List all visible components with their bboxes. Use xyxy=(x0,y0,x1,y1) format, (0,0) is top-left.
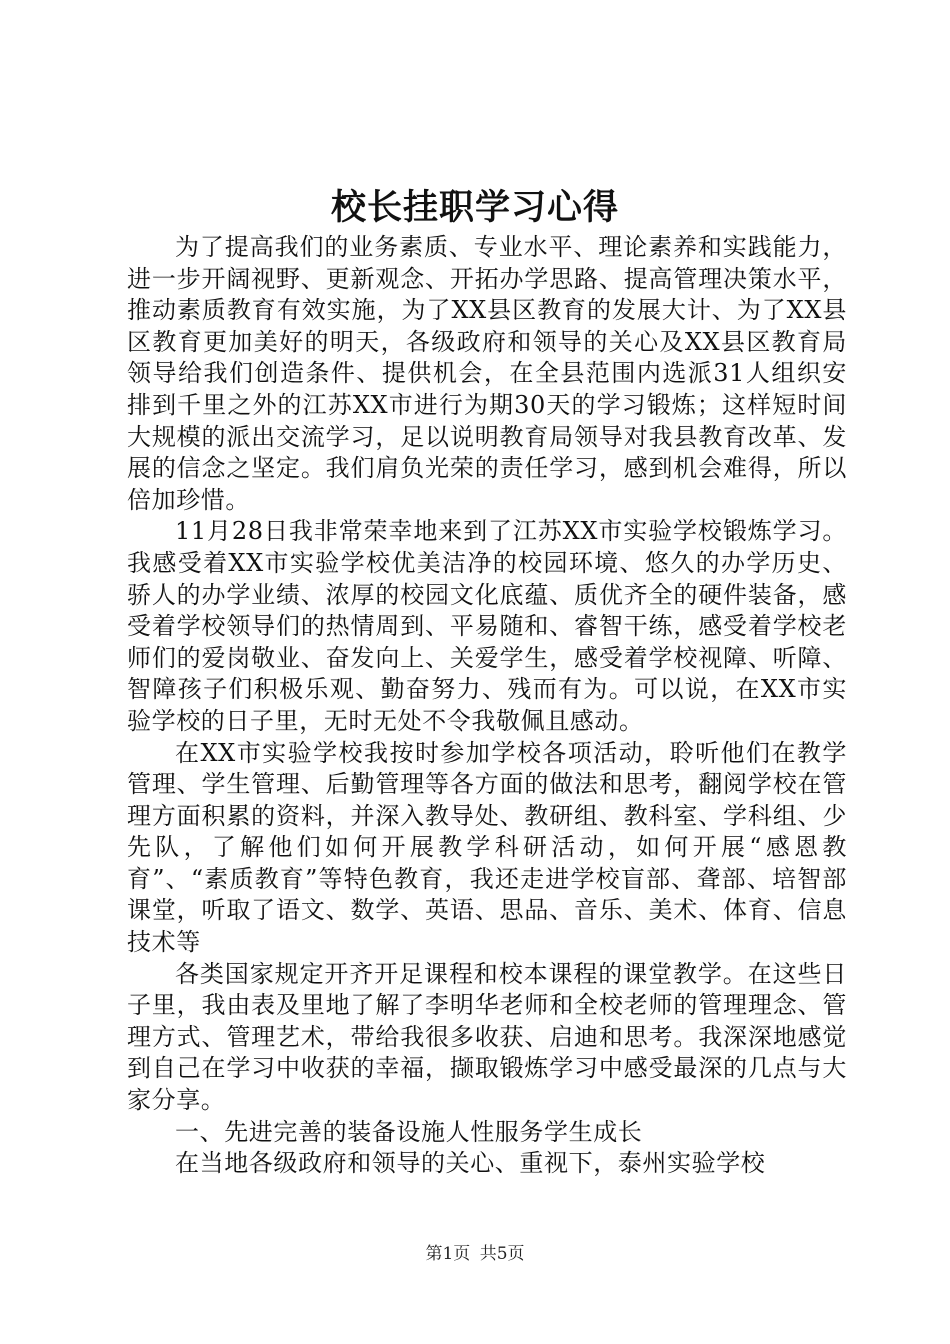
paragraph-intro: 为了提高我们的业务素质、专业水平、理论素养和实践能力，进一步开阔视野、更新观念、开拓办学思路、提高管理决策水平，推动素质教育有效实施，为了XX县区教育的发展大计、为了XX县区教育更加美好的明天，各级政府和领导的关心及XX县区教育局领导给我们创造条件、提供机会，在全县范围内选派31人组织安排到千里之外的江苏XX市进行为期30天的学习锻炼；这样短时间大规模的派出交流学习，足以说明教育局领导对我县教育改革、发展的信念之坚定。我们肩负光荣的责任学习，感到机会难得，所以倍加珍惜。 xyxy=(127,233,847,514)
page-total: 共5页 xyxy=(479,1244,525,1264)
document-body xyxy=(127,232,847,1180)
section-heading-1: 一、先进完善的装备设施人性服务学生成长 xyxy=(175,1117,643,1146)
document-title: 校长挂职学习心得 xyxy=(330,187,619,228)
paragraph-activities: 在XX市实验学校我按时参加学校各项活动，聆听他们在教学管理、学生管理、后勤管理等各方面的做法和思考，翻阅学校在管理方面积累的资料，并深入教导处、教研组、教科室、学科组、少先队，了解他们如何开展教学科研活动，如何开展“感恩教育”、“素质教育”等特色教育，我还走进学校盲部、聋部、培智部课堂，听取了语文、数学、英语、思品、音乐、美术、体育、信息技术等 xyxy=(127,738,847,957)
page-number: 第1页 xyxy=(425,1244,471,1264)
page-footer xyxy=(0,1242,950,1266)
paragraph-section-1-start: 在当地各级政府和领导的关心、重视下，泰州实验学校 xyxy=(175,1149,766,1178)
paragraph-arrival: 11月28日我非常荣幸地来到了江苏XX市实验学校锻炼学习。我感受着XX市实验学校优美洁净的校园环境、悠久的办学历史、骄人的办学业绩、浓厚的校园文化底蕴、质优齐全的硬件装备，感受着学校领导们的热情周到、平易随和、睿智干练，感受着学校老师们的爱岗敬业、奋发向上、关爱学生，感受着学校视障、听障、智障孩子们积极乐观、勤奋努力、残而有为。可以说，在XX市实验学校的日子里，无时无处不令我敬佩且感动。 xyxy=(127,517,847,735)
paragraph-curriculum: 各类国家规定开齐开足课程和校本课程的课堂教学。在这些日子里，我由表及里地了解了李明华老师和全校老师的管理理念、管理方式、管理艺术，带给我很多收获、启迪和思考。我深深地感觉到自己在学习中收获的幸福，撷取锻炼学习中感受最深的几点与大家分享。 xyxy=(127,959,847,1115)
